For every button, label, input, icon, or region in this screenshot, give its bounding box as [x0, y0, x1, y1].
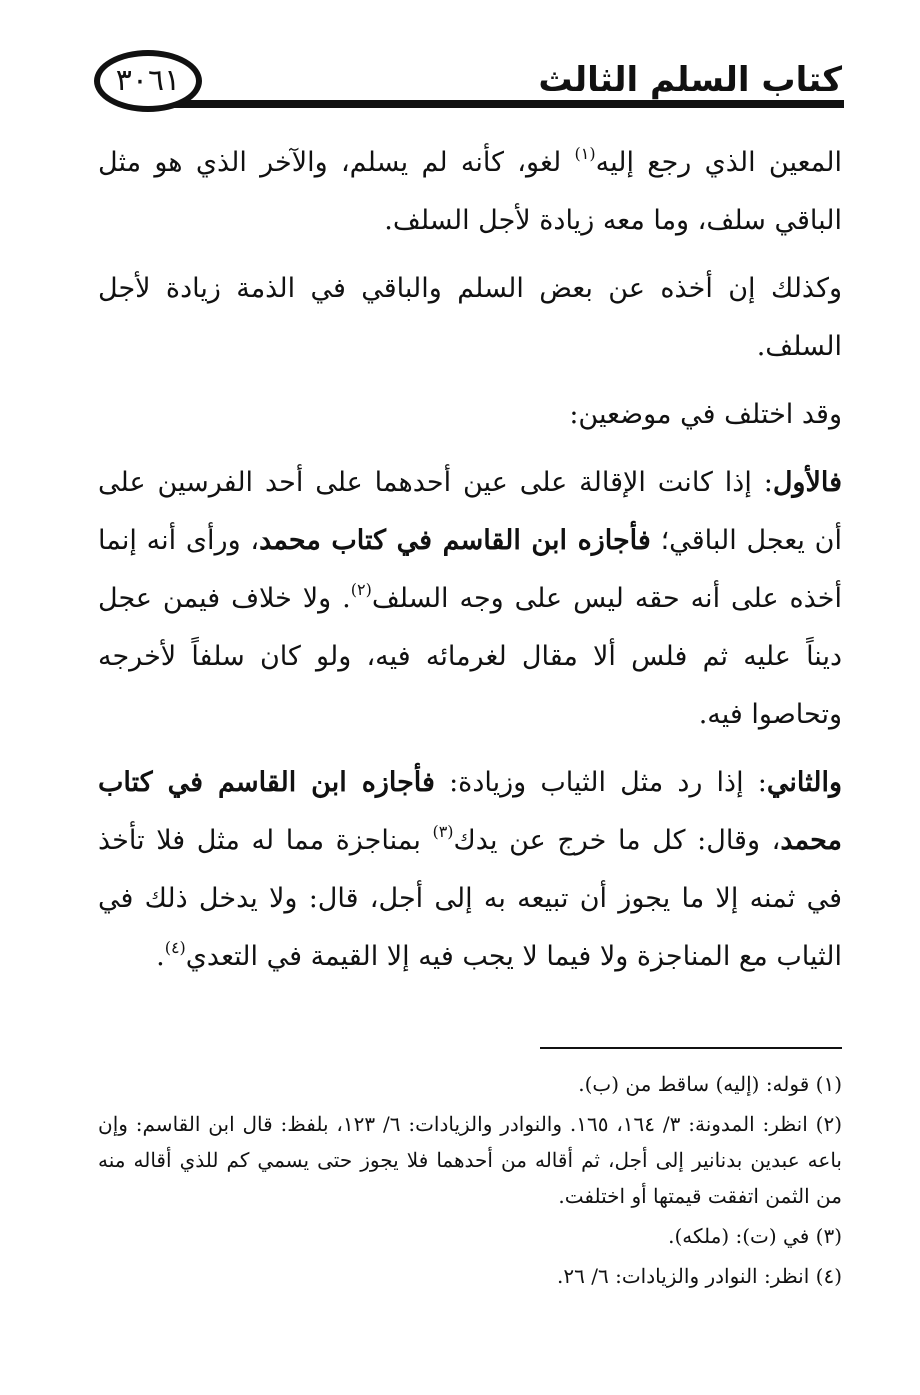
paragraph-text: لغو، كأنه لم يسلم، والآخر الذي هو مثل الباقي سلف، وما معه زيادة لأجل السلف.: [98, 147, 842, 236]
paragraph-lead: فالأول: [772, 467, 842, 498]
footnote-ref-2[interactable]: (٢): [350, 580, 372, 599]
paragraph-2: وكذلك إن أخذه عن بعض السلم والباقي في الذمة زيادة لأجل السلف.: [98, 273, 842, 362]
paragraph-text: ، وقال: كل ما خرج عن يدك: [453, 825, 781, 856]
paragraph-text: . ولا خلاف فيمن عجل ديناً عليه ثم فلس ألا مقال لغرمائه فيه، ولو كان سلفاً لأخرجه وتحاصوا فيه.: [98, 583, 842, 730]
footnote-ref-4[interactable]: (٤): [164, 938, 186, 957]
paragraph-4: [98, 454, 842, 744]
paragraph-lead: والثاني: [766, 767, 842, 798]
page-number: ٣٠٦١: [115, 63, 181, 98]
footnote-ref-3[interactable]: (٣): [432, 822, 454, 841]
page-number-oval: [94, 50, 202, 112]
footnotes: [98, 1066, 842, 1298]
paragraph-3: وقد اختلف في موضعين:: [569, 399, 842, 430]
paragraph-5: [98, 754, 842, 986]
paragraph-text: : إذا رد مثل الثياب وزيادة:: [434, 767, 767, 798]
footnote-separator: [540, 1047, 842, 1049]
footnote-3: (٣) في (ت): (ملكه).: [668, 1224, 842, 1248]
footnote-1: (١) قوله: (إليه) ساقط من (ب).: [578, 1072, 842, 1096]
main-text: [98, 134, 842, 986]
paragraph-text: بمناجزة مما له مثل فلا تأخذ في ثمنه إلا ما يجوز أن تبيعه به إلى أجل، قال: ولا يدخل ذلك في الثياب مع المناجزة ولا فيما لا يجب فيه إلا القيمة في التعدي: [98, 825, 842, 972]
paragraph-text: .: [156, 941, 165, 972]
footnote-4: (٤) انظر: النوادر والزيادات: ٦/ ٢٦.: [557, 1264, 842, 1288]
paragraph-bold-text: فأجازه ابن القاسم في كتاب محمد: [98, 767, 842, 856]
paragraph-1: [98, 134, 842, 250]
paragraph-text: : إذا كانت الإقالة على عين أحدهما على أحد الفرسين على أن يعجل الباقي؛: [98, 467, 842, 556]
paragraph-bold-text: فأجازه ابن القاسم في كتاب محمد: [259, 525, 651, 556]
book-title: كتاب السلم الثالث: [538, 60, 842, 100]
paragraph-text: المعين الذي رجع إليه: [595, 147, 842, 178]
footnote-2: (٢) انظر: المدونة: ٣/ ١٦٤، ١٦٥. والنوادر والزيادات: ٦/ ١٢٣، بلفظ: قال ابن القاسم: وإن باعه عبدين بدنانير إلى أجل، ثم أقاله من أحدهما فلا يجوز حتى يسمي كم للذي أقاله منه من الثمن اتفقت قيمتها أو اختلفت.: [98, 1112, 843, 1208]
paragraph-text: ، ورأى أنه إنما أخذه على أنه حقه ليس على وجه السلف: [98, 525, 843, 614]
page-header: [92, 40, 844, 116]
footnote-ref-1[interactable]: (١): [574, 144, 596, 163]
